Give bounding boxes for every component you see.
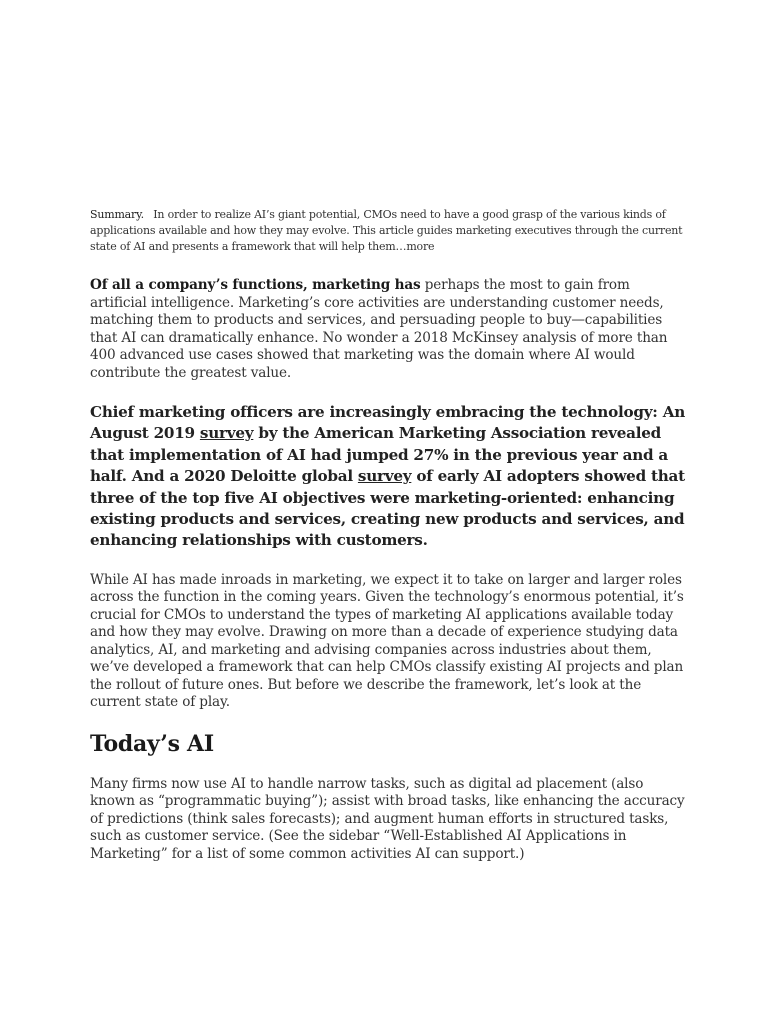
paragraph-cmo-part3: of early AI adopters showed that three of the top five AI objectives were marketing-oriented: enhancing existing products and services, creating new products and services, and enhancing relationships with customers. xyxy=(90,467,685,550)
paragraph-intro xyxy=(90,277,686,382)
paragraph-intro-lead: Of all a company’s functions, marketing has xyxy=(90,277,421,293)
survey-link-ama[interactable]: survey xyxy=(199,424,254,443)
article xyxy=(90,207,686,881)
paragraph-intro-text: perhaps the most to gain from artificial intelligence. Marketing’s core activities are understanding customer needs, matching them to products and services, and persuading people to buy—capabilities that AI can dramatically enhance. No wonder a 2018 McKinsey analysis of more than 400 advanced use cases showed that marketing was the domain where AI would contribute the greatest value. xyxy=(90,277,668,381)
paragraph-framework: While AI has made inroads in marketing, we expect it to take on larger and larger roles across the function in the coming years. Given the technology’s enormous potential, it’s crucial for CMOs to understand the types of marketing AI applications available today and how they may evolve. Drawing on more than a decade of experience studying data analytics, AI, and marketing and advising companies across industries about them, we’ve developed a framework that can help CMOs classify existing AI projects and plan the rollout of future ones. But before we describe the framework, let’s look at the current state of play. xyxy=(90,571,684,711)
paragraph-cmo-part1: Chief marketing officers are increasingly embracing the technology: An August 2019 xyxy=(90,403,686,443)
paragraph-cmo-adoption xyxy=(90,402,686,552)
paragraph-cmo-part2: by the American Marketing Association revealed that implementation of AI had jumped 27% in the previous year and a half. And a 2020 Deloitte global xyxy=(90,424,669,486)
summary xyxy=(90,207,686,255)
paragraph-todays-ai: Many firms now use AI to handle narrow tasks, such as digital ad placement (also known as “programmatic buying”); assist with broad tasks, like enhancing the accuracy of predictions (think sales forecasts); and augment human efforts in structured tasks, such as customer service. (See the sidebar “Well-Established AI Applications in Marketing” for a list of some common activities AI can support.) xyxy=(90,775,685,862)
section-heading-todays-ai: Today’s AI xyxy=(90,730,214,757)
summary-text: In order to realize AI’s giant potential, CMOs need to have a good grasp of the various kinds of applications available and how they may evolve. This article guides marketing executives through the current state of AI and presents a framework that will help them xyxy=(90,208,683,253)
summary-label: Summary. xyxy=(90,208,144,221)
summary-more-link[interactable]: …more xyxy=(395,240,435,253)
survey-link-deloitte[interactable]: survey xyxy=(357,467,412,486)
